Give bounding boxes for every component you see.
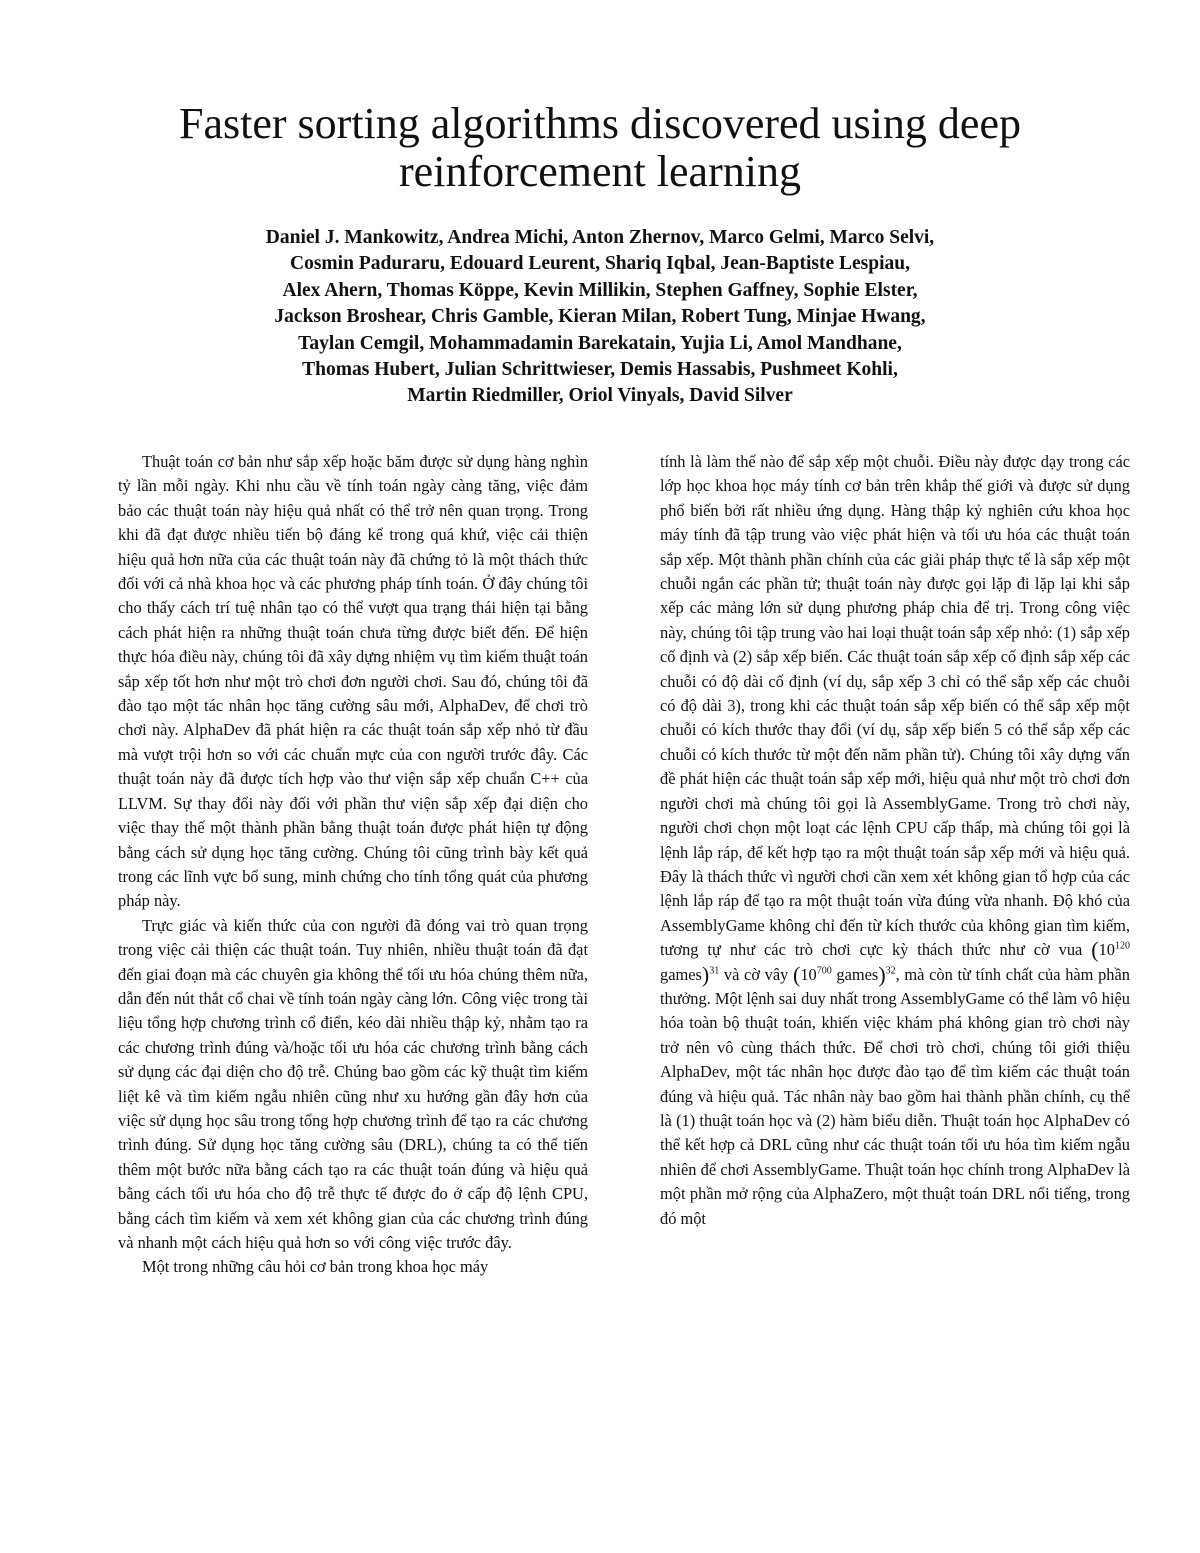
text-segment: tính là làm thế nào để sắp xếp một chuỗi. Điều này được dạy trong các lớp học khoa học máy tính cơ bản trên khắp thế giới và được sử dụng phổ biến bởi rất nhiều ứng dụng. Hàng thập kỷ nghiên cứu khoa học máy tính đã tập trung vào việc phát hiện và tối ưu hóa các thuật toán sắp xếp. Một thành phần chính của các giải pháp thực tế là sắp xếp một chuỗi ngắn các phần tử; thuật toán này được gọi lặp đi lặp lại khi sắp xếp các mảng lớn sử dụng phương pháp chia để trị. Trong công việc này, chúng tôi tập trung vào hai loại thuật toán sắp xếp nhỏ: (1) sắp xếp cố định và (2) sắp xếp biến. Các thuật toán sắp xếp cố định sắp xếp các chuỗi có độ dài cố định (ví dụ, sắp xếp 3 chỉ có thể sắp xếp các chuỗi có độ dài 3), trong khi các thuật toán sắp xếp biến có thể sắp xếp một chuỗi có kích thước thay đổi (ví dụ, sắp xếp biến 5 có thể sắp xếp các chuỗi có kích thước từ một đến năm phần tử). Chúng tôi xây dựng vấn đề phát hiện các thuật toán sắp xếp mới, hiệu quả như một trò chơi đơn người chơi mà chúng tôi gọi là AssemblyGame. Trong trò chơi này, người chơi chọn một loạt các lệnh CPU cấp thấp, mà chúng tôi gọi là lệnh lắp ráp, để kết hợp tạo ra một thuật toán sắp xếp mới và hiệu quả. Đây là thách thức vì người chơi cần xem xét không gian tổ hợp của các lệnh lắp ráp để tạo ra một thuật toán vừa đúng vừa nhanh. Độ khó của AssemblyGame không chỉ đến từ kích thước của không gian tìm kiếm, tương tự như các trò chơi cực kỳ thách thức như cờ vua (660, 452, 1130, 960)
author-line: Alex Ahern, Thomas Köppe, Kevin Millikin, Stephen Gaffney, Sophie Elster, (282, 279, 918, 301)
citation-ref: 32 (885, 965, 896, 977)
left-column (118, 450, 588, 1280)
author-line: Jackson Broshear, Chris Gamble, Kieran Milan, Robert Tung, Minjae Hwang, (274, 306, 926, 328)
chess-unit: games (660, 964, 702, 984)
go-exponent: 700 (816, 965, 832, 977)
chess-base: 10 (1098, 940, 1115, 960)
body-paragraph: tính là làm thế nào để sắp xếp một chuỗi. Điều này được dạy trong các lớp học khoa học máy tính cơ bản trên khắp thế giới và được sử dụng phổ biến bởi rất nhiều ứng dụng. Hàng thập kỷ nghiên cứu khoa học máy tính đã tập trung vào việc phát hiện và tối ưu hóa các thuật toán sắp xếp. Một thành phần chính của các giải pháp thực tế là sắp xếp một chuỗi ngắn các phần tử; thuật toán này được gọi lặp đi lặp lại khi sắp xếp các mảng lớn sử dụng phương pháp chia để trị. Trong công việc này, chúng tôi tập trung vào hai loại thuật toán sắp xếp nhỏ: (1) sắp xếp cố định và (2) sắp xếp biến. Các thuật toán sắp xếp cố định sắp xếp các chuỗi có độ dài cố định (ví dụ, sắp xếp 3 chỉ có thể sắp xếp các chuỗi có độ dài 3), trong khi các thuật toán sắp xếp biến có thể sắp xếp một chuỗi có kích thước thay đổi (ví dụ, sắp xếp biến 5 có thể sắp xếp các chuỗi có kích thước từ một đến năm phần tử). Chúng tôi xây dựng vấn đề phát hiện các thuật toán sắp xếp mới, hiệu quả như một trò chơi đơn người chơi mà chúng tôi gọi là AssemblyGame. Trong trò chơi này, người chơi chọn một loạt các lệnh CPU cấp thấp, mà chúng tôi gọi là lệnh lắp ráp, để kết hợp tạo ra một thuật toán sắp xếp mới và hiệu quả. Đây là thách thức vì người chơi cần xem xét không gian tổ hợp của các lệnh lắp ráp để tạo ra một thuật toán vừa đúng vừa nhanh. Độ khó của AssemblyGame không chỉ đến từ kích thước của không gian tìm kiếm, tương tự như các trò chơi cực kỳ thách thức như cờ vua ($10^{120}$ games)$^{31}$ và cờ vây ($10^{700}$ games)$^{32}$, mà còn từ tính chất của hàm phần thưởng. Một lệnh sai duy nhất trong AssemblyGame có thể làm vô hiệu hóa toàn bộ thuật toán, khiến việc khám phá không gian trò chơi này trở nên vô cùng thách thức. Để chơi trò chơi, chúng tôi giới thiệu AlphaDev, một tác nhân học được đào tạo để tìm kiếm các thuật toán đúng và hiệu quả. Tác nhân này bao gồm hai thành phần chính, cụ thể là (1) thuật toán học và (2) hàm biểu diễn. Thuật toán học AlphaDev có thể kết hợp cả DRL cũng như các thuật toán tối ưu hóa tìm kiếm ngẫu nhiên để chơi AssemblyGame. Thuật toán học chính trong AlphaDev là một phần mở rộng của AlphaZero, một thuật toán DRL nổi tiếng, trong đó một (660, 452, 1130, 1228)
right-column (660, 450, 1130, 1231)
go-base: 10 (800, 964, 817, 984)
go-unit: games (831, 964, 879, 984)
author-line: Thomas Hubert, Julian Schrittwieser, Demis Hassabis, Pushmeet Kohli, (302, 359, 898, 381)
text-segment: , mà còn từ tính chất của hàm phần thưởng. Một lệnh sai duy nhất trong AssemblyGame có thể làm vô hiệu hóa toàn bộ thuật toán, khiến việc khám phá không gian trò chơi này trở nên vô cùng thách thức. Để chơi trò chơi, chúng tôi giới thiệu AlphaDev, một tác nhân học được đào tạo để tìm kiếm các thuật toán đúng và hiệu quả. Tác nhân này bao gồm hai thành phần chính, cụ thể là (1) thuật toán học và (2) hàm biểu diễn. Thuật toán học AlphaDev có thể kết hợp cả DRL cũng như các thuật toán tối ưu hóa tìm kiếm ngẫu nhiên để chơi AssemblyGame. Thuật toán học chính trong AlphaDev là một phần mở rộng của AlphaZero, một thuật toán DRL nổi tiếng, trong đó một (660, 964, 1130, 1228)
author-line: Daniel J. Mankowitz, Andrea Michi, Anton Zhernov, Marco Gelmi, Marco Selvi, (265, 227, 935, 248)
paper-title: Faster sorting algorithms discovered using deep reinforcement learning (179, 99, 1021, 196)
author-line: Taylan Cemgil, Mohammadamin Barekatain, Yujia Li, Amol Mandhane, (298, 332, 902, 354)
author-list (150, 225, 1050, 410)
author-line: Cosmin Paduraru, Edouard Leurent, Shariq Iqbal, Jean-Baptiste Lespiau, (290, 253, 910, 275)
citation-ref: 31 (709, 965, 720, 977)
chess-exponent: 120 (1115, 940, 1130, 952)
body-paragraph: Thuật toán cơ bản như sắp xếp hoặc băm được sử dụng hàng nghìn tỷ lần mỗi ngày. Khi nhu cầu về tính toán ngày càng tăng, việc đảm bảo các thuật toán này hiệu quả nhất có thể trở nên quan trọng. Trong khi đã đạt được nhiều tiến bộ đáng kể trong quá khứ, việc cải thiện hiệu quả hơn nữa của các thuật toán này đã chứng tỏ là một thách thức đối với cả nhà khoa học và các phương pháp tính toán. Ở đây chúng tôi cho thấy cách trí tuệ nhân tạo có thể vượt qua trạng thái hiện tại bằng cách phát hiện ra những thuật toán chưa từng được biết đến. Để hiện thực hóa điều này, chúng tôi đã xây dựng nhiệm vụ tìm kiếm thuật toán sắp xếp tốt hơn như một trò chơi đơn người chơi. Sau đó, chúng tôi đã đào tạo một tác nhân học tăng cường sâu mới, AlphaDev, để chơi trò chơi này. AlphaDev đã phát hiện ra các thuật toán sắp xếp nhỏ từ đầu mà vượt trội hơn so với các chuẩn mực của con người trước đây. Các thuật toán này đã được tích hợp vào thư viện sắp xếp chuẩn C++ của LLVM. Sự thay đổi này đối với phần thư viện sắp xếp đại diện cho việc thay thế một thành phần bằng thuật toán được phát hiện tự động bằng cách sử dụng học tăng cường. Chúng tôi cũng trình bày kết quả trong các lĩnh vực bổ sung, minh chứng cho tính tổng quát của phương pháp này. (118, 452, 588, 911)
text-segment: và cờ vây (719, 964, 794, 984)
body-paragraph: Một trong những câu hỏi cơ bản trong khoa học máy (142, 1257, 489, 1277)
author-line: Martin Riedmiller, Oriol Vinyals, David Silver (407, 385, 793, 407)
body-paragraph: Trực giác và kiến thức của con người đã đóng vai trò quan trọng trong việc cải thiện các thuật toán. Tuy nhiên, nhiều thuật toán đã đạt đến giai đoạn mà các chuyên gia không thể tối ưu hóa chúng thêm nữa, dẫn đến nút thắt cổ chai về tính toán ngày càng lớn. Công việc trong tài liệu tổng hợp chương trình cổ điển, kéo dài nhiều thập kỷ, nhằm tạo ra các chương trình đúng và/hoặc tối ưu hóa các chương trình bằng cách sử dụng các đại diện cho độ trễ. Chúng bao gồm các kỹ thuật tìm kiếm liệt kê và tìm kiếm ngẫu nhiên cũng như xu hướng gần đây hơn của việc sử dụng học sâu trong tổng hợp chương trình để tạo ra các chương trình đúng. Sử dụng học tăng cường sâu (DRL), chúng ta có thể tiến thêm một bước nữa bằng cách tạo ra các thuật toán đúng và hiệu quả bằng cách tối ưu hóa cho độ trễ thực tế được đo ở cấp độ lệnh CPU, bằng cách tìm kiếm và xem xét không gian của các chương trình đúng và nhanh một cách hiệu quả hơn so với công việc trước đây. (118, 915, 588, 1252)
